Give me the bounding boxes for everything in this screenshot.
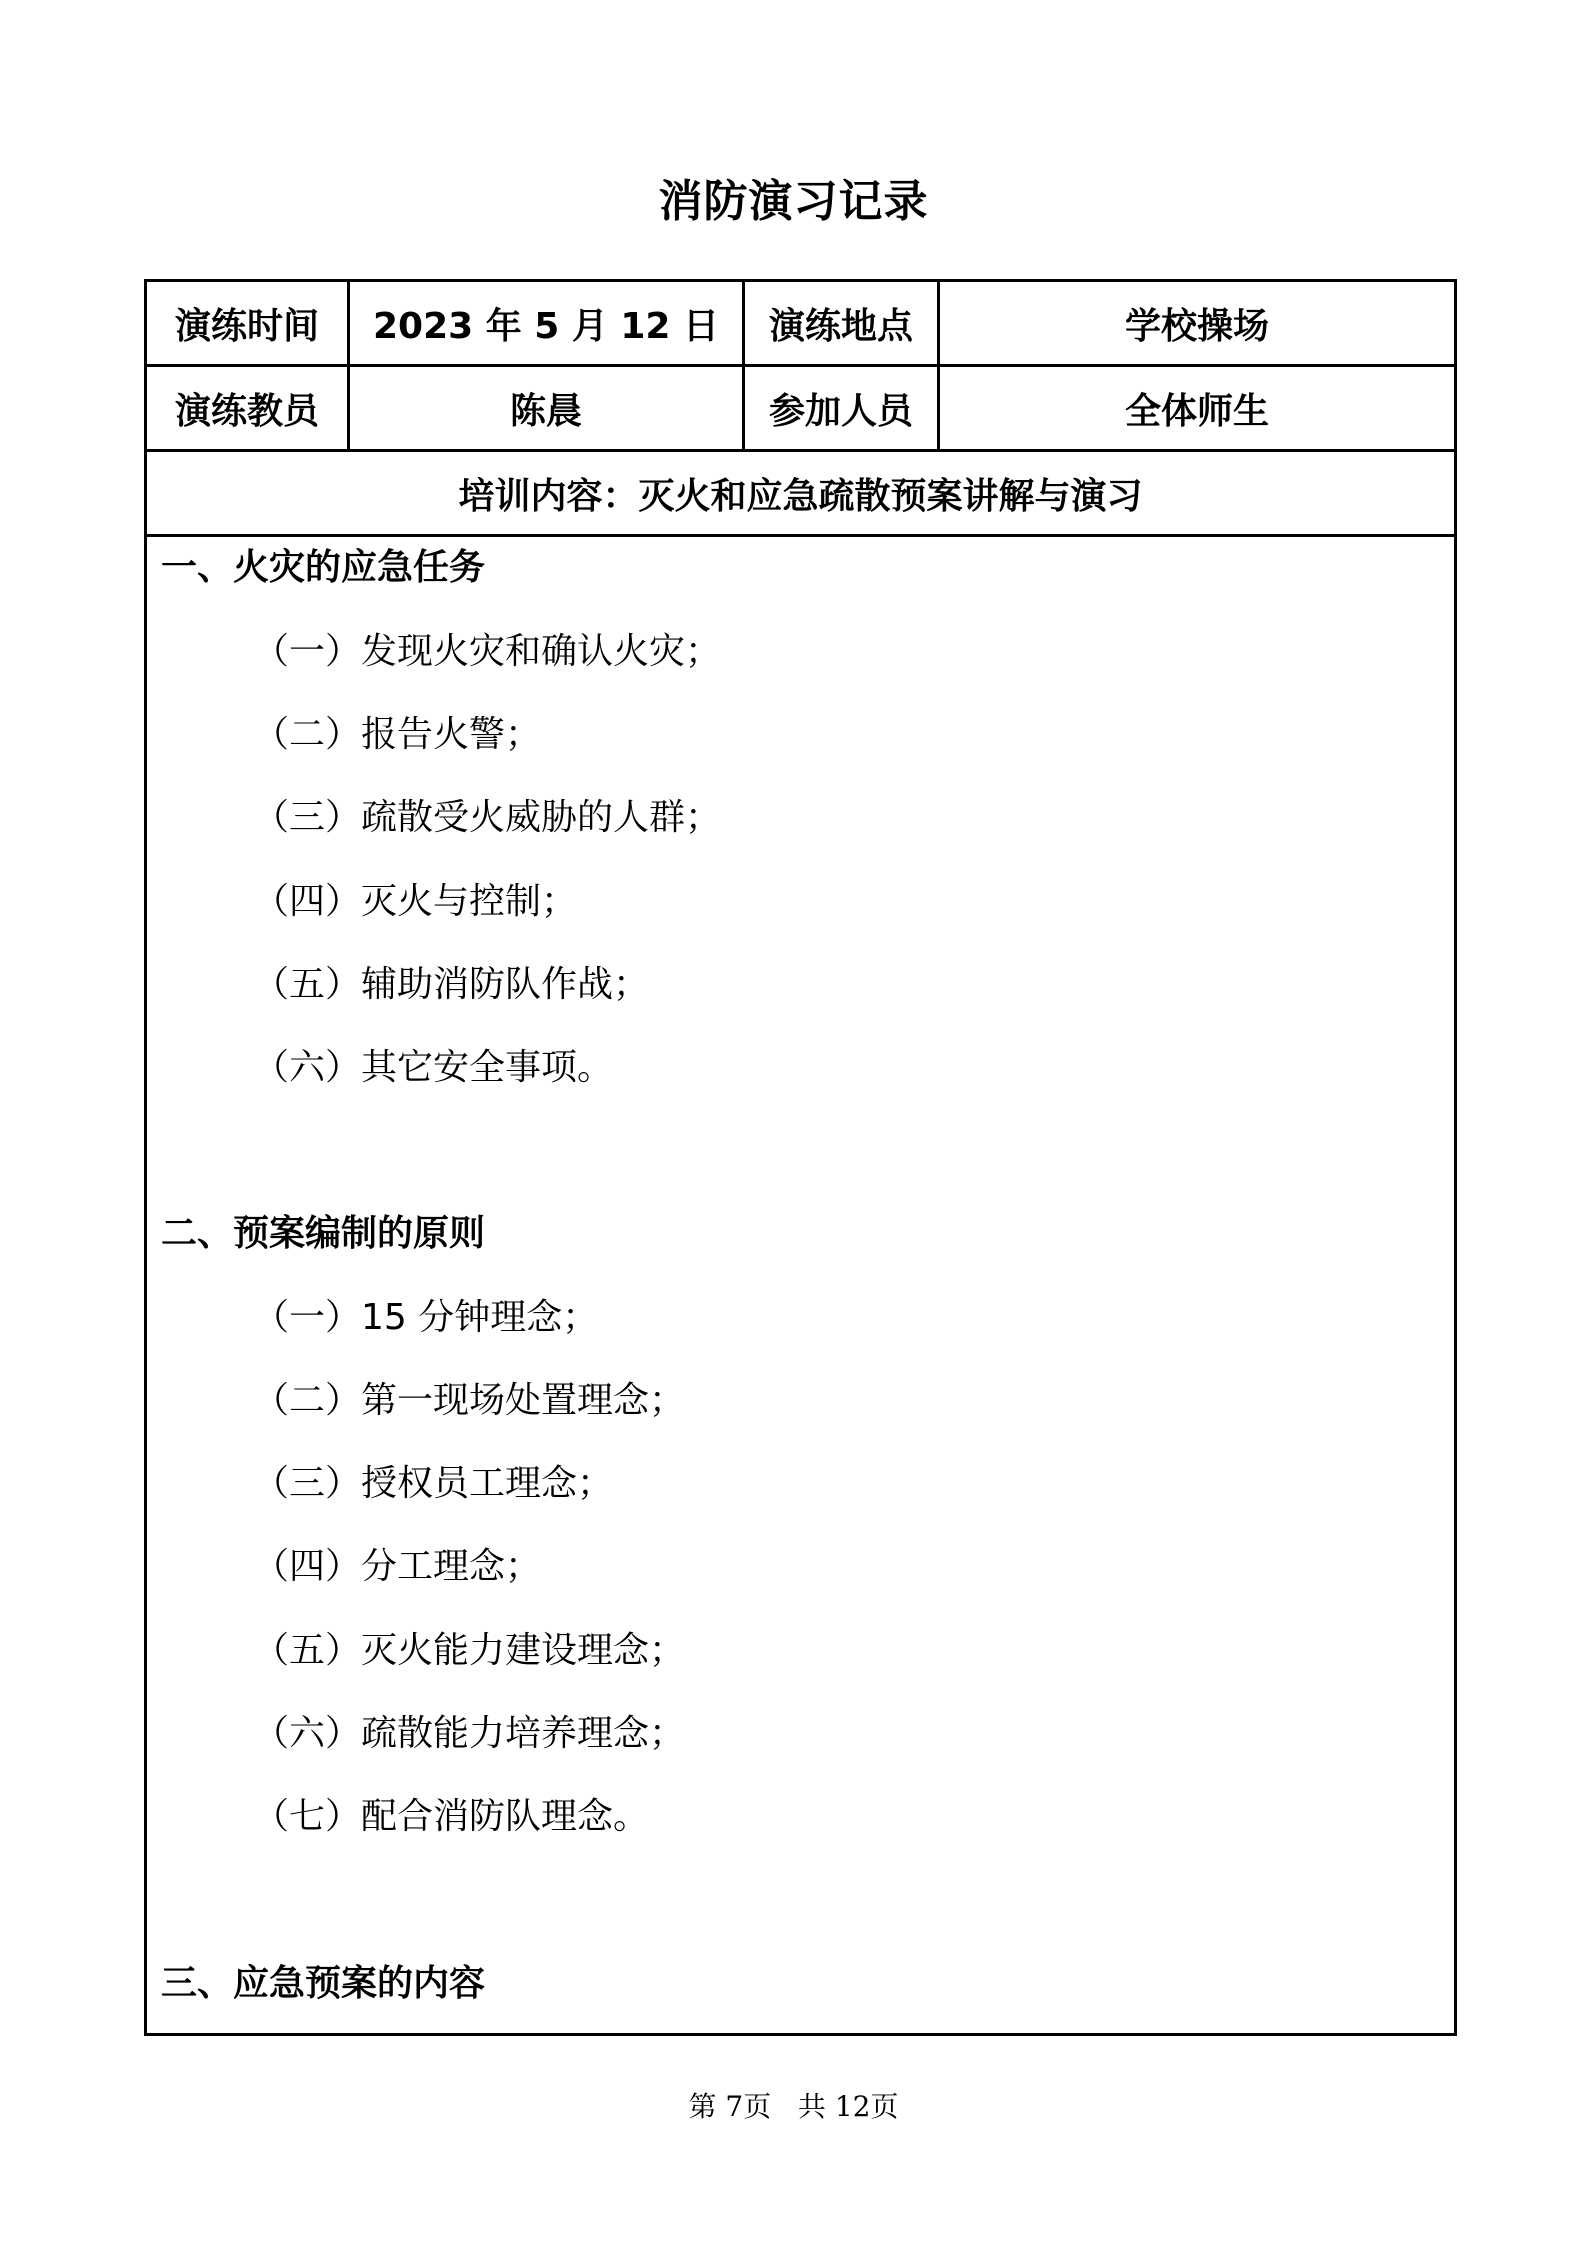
participants-label: 参加人员: [744, 366, 939, 451]
training-content-title: 培训内容：灭火和应急疏散预案讲解与演习: [146, 451, 1456, 536]
list-item: （六）其它安全事项。: [253, 1047, 614, 1088]
list-item: （二）第一现场处置理念；: [253, 1380, 686, 1421]
document-title: 消防演习记录: [658, 176, 929, 227]
list-item: （二）报告火警；: [253, 714, 542, 755]
list-item: （四）灭火与控制；: [253, 881, 578, 922]
info-row-instructor-participants: [146, 366, 1456, 451]
participants-value: 全体师生: [939, 366, 1456, 451]
section-heading-plan-principles: 二、预案编制的原则: [161, 1213, 486, 1254]
drill-location-value: 学校操场: [939, 281, 1456, 366]
list-item: （五）辅助消防队作战；: [253, 964, 650, 1005]
drill-record-table: [144, 279, 1457, 2036]
section-heading-emergency-tasks: 一、火灾的应急任务: [161, 547, 486, 588]
info-row-time-location: [146, 281, 1456, 366]
drill-location-label: 演练地点: [744, 281, 939, 366]
instructor-value: 陈晨: [349, 366, 744, 451]
training-content-row: [146, 451, 1456, 536]
list-item: （三）授权员工理念；: [253, 1463, 614, 1504]
page-number-footer: 第 7页 共 12页: [688, 2090, 899, 2123]
list-item: （六）疏散能力培养理念；: [253, 1713, 686, 1754]
list-item: （一）15 分钟理念；: [253, 1297, 599, 1338]
list-item: （一）发现火灾和确认火灾；: [253, 631, 722, 672]
drill-time-value: 2023 年 5 月 12 日: [349, 281, 744, 366]
content-row: [146, 536, 1456, 2035]
list-item: （三）疏散受火威胁的人群；: [253, 797, 722, 838]
training-content-body: [146, 536, 1456, 2035]
instructor-label: 演练教员: [146, 366, 349, 451]
list-item: （七）配合消防队理念。: [253, 1796, 650, 1837]
drill-time-label: 演练时间: [146, 281, 349, 366]
list-item: （四）分工理念；: [253, 1546, 542, 1587]
list-item: （五）灭火能力建设理念；: [253, 1630, 686, 1671]
section-heading-plan-contents: 三、应急预案的内容: [161, 1963, 486, 2004]
